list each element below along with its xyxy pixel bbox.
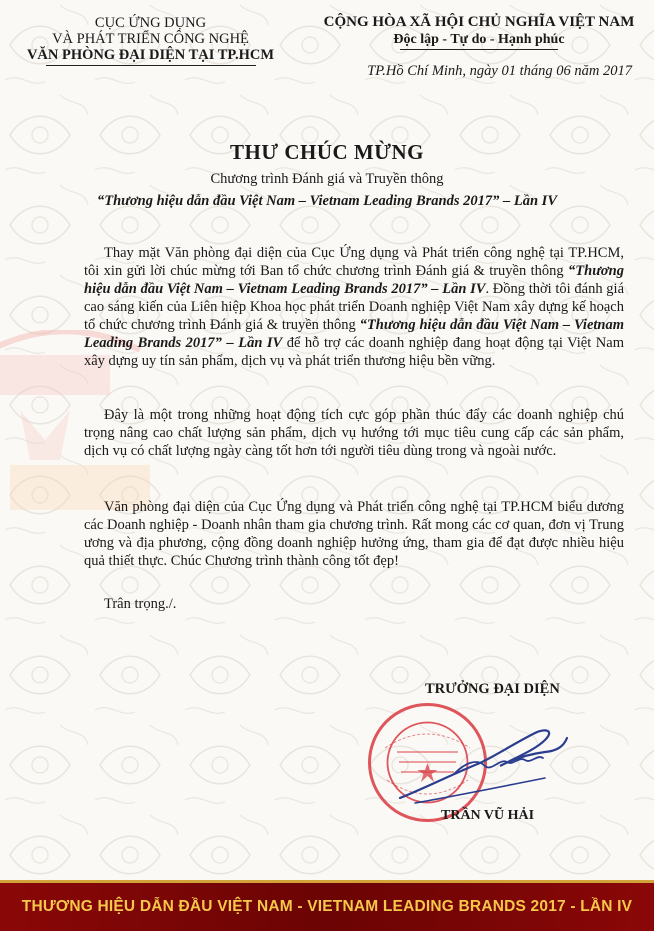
p2-text: Đây là một trong những hoạt động tích cực góp phần thúc đẩy các doanh nghiệp chú trọng nâng cao chất lượng sản phẩm, dịch vụ hướng tới mục tiêu cung cấp các sản phẩm, dịch vụ có chất lượng ngày càng tốt hơn tới người tiêu dùng trong và ngoài nước. (84, 407, 624, 459)
p3-text: Văn phòng đại diện của Cục Ứng dụng và Phát triển công nghệ tại TP.HCM biểu dương các Doanh nghiệp - Doanh nhân tham gia chương trình. Rất mong các cơ quan, đơn vị Trung ương và địa phương, cộng đồng doanh nghiệp hưởng ứng, tham gia để đạt được nhiều hiệu quả thiết thực. Chúc Chương trình thành công tốt đẹp! (84, 499, 624, 569)
p1-highlight-1: “Thương hiệu dẫn đầu Việt Nam – Vietnam Leading Brands 2017” – Lần IV (84, 263, 625, 297)
agency-underline (46, 65, 256, 66)
body-paragraph-1 (84, 244, 624, 370)
body-paragraph-3 (84, 498, 624, 570)
signer-title: TRƯỞNG ĐẠI DIỆN (425, 681, 560, 697)
issuing-agency-block (18, 15, 283, 66)
nation-name: CỘNG HÒA XÃ HỘI CHỦ NGHĨA VIỆT NAM (323, 14, 635, 30)
agency-line-1: CỤC ỨNG DỤNG (94, 15, 207, 31)
agency-line-3: VĂN PHÒNG ĐẠI DIỆN TẠI TP.HCM (26, 47, 275, 63)
p1-highlight-2: “Thương hiệu dẫn đầu Việt Nam – Vietnam Leading Brands 2017” – Lần IV (84, 317, 625, 351)
footer-banner (0, 880, 654, 931)
national-motto: Độc lập - Tự do - Hạnh phúc (393, 32, 565, 47)
letter-date: TP.Hồ Chí Minh, ngày 01 tháng 06 năm 2017 (367, 63, 632, 79)
handwritten-signature (395, 718, 575, 808)
letter-subtitle: Chương trình Đánh giá và Truyền thông (210, 171, 444, 187)
footer-banner-text: THƯƠNG HIỆU DẪN ĐẦU VIỆT NAM - VIETNAM LEADING BRANDS 2017 - LẦN IV (21, 898, 633, 915)
agency-line-2: VÀ PHÁT TRIỂN CÔNG NGHỆ (52, 31, 249, 47)
p1-text-b: . Đồng thời tôi đánh giá cao sáng kiến của Liên hiệp Khoa học phát triển Doanh nghiệp Việt Nam xây dựng kế hoạch tổ chức chương trình Đánh giá & truyền thông (84, 281, 625, 333)
letter-title: THƯ CHÚC MỪNG (230, 140, 424, 164)
body-paragraph-2 (84, 406, 624, 460)
signer-name: TRẦN VŨ HẢI (441, 808, 535, 823)
motto-underline (400, 49, 558, 50)
closing-line: Trân trọng./. (104, 596, 177, 612)
p1-text-a: Thay mặt Văn phòng đại diện của Cục Ứng dụng và Phát triển công nghệ tại TP.HCM, tôi xin gửi lời chúc mừng tới Ban tổ chức chương trình Đánh giá & truyền thông (84, 245, 624, 279)
national-motto-block (320, 13, 638, 50)
p1-text-c: để hỗ trợ các doanh nghiệp đang hoạt động tại Việt Nam xây dựng uy tín sản phẩm, dịch vụ và phát triển thương hiệu bền vững. (84, 335, 624, 369)
event-name: “Thương hiệu dẫn đầu Việt Nam – Vietnam Leading Brands 2017” – Lần IV (96, 193, 557, 209)
